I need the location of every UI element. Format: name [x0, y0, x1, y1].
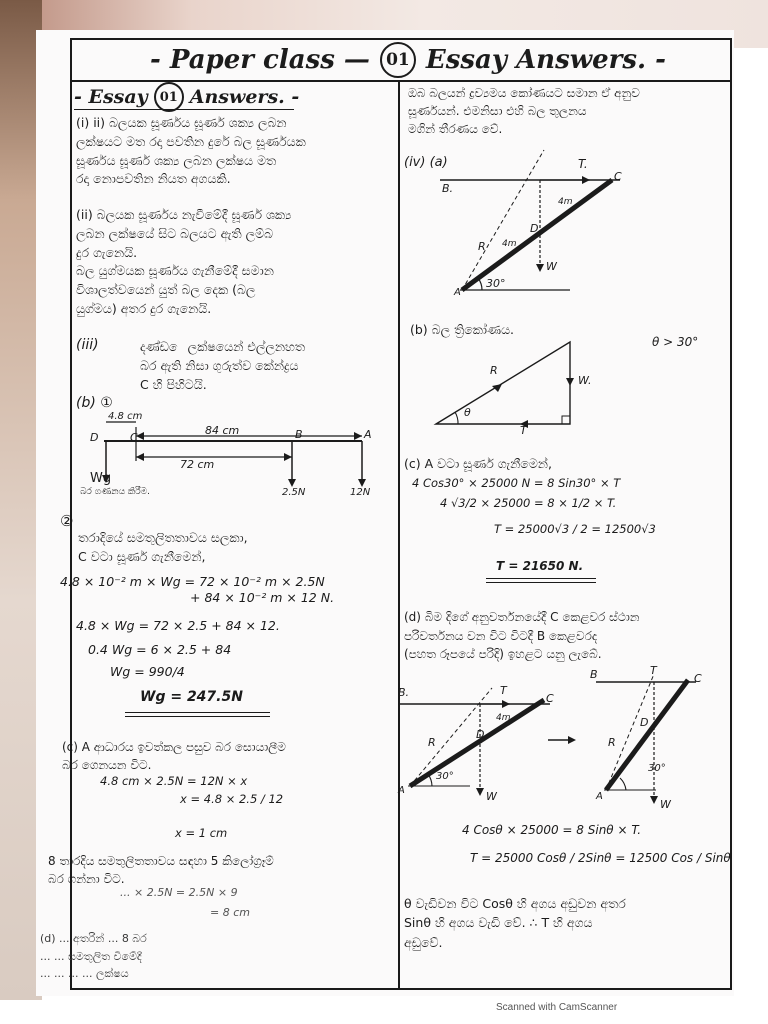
equation-2: 4.8 × Wg = 72 × 2.5 + 84 × 12. — [76, 618, 280, 633]
d1-t-arrowhead — [502, 700, 510, 708]
dim-84-arrow-right — [354, 432, 362, 440]
diagram-a-W: W — [546, 260, 557, 273]
diagram-a-4m-upper: 4m — [558, 197, 573, 207]
d2-angle: 30° — [648, 763, 666, 774]
tension-t-arrowhead — [582, 176, 590, 184]
equation-3: 0.4 Wg = 6 × 2.5 + 84 — [88, 642, 232, 657]
transition-arrow — [548, 734, 578, 746]
part-b-label: (b) ① — [76, 395, 113, 411]
column-divider — [398, 80, 400, 990]
ladder-diagram-d1 — [400, 686, 570, 806]
triangle-outline — [436, 342, 570, 424]
answer-iii: දණ්ඩ ෙ ලක්ෂයෙන් එල්ලනහත බර ඇති නිසා ගුරුත්ව කේන්ද්‍රය C හි පිහිටයි. — [140, 339, 306, 392]
final-eq2: T = 25000 Cosθ / 2Sinθ = 12500 Cos / Sinθ — [470, 851, 731, 865]
d1-T: T — [500, 684, 507, 697]
part-c-eq1: 4.8 cm × 2.5N = 12N × x — [100, 774, 248, 788]
force-2-5N: 2.5N — [282, 487, 306, 498]
step-2-label: ② — [60, 512, 74, 530]
theta-condition: θ > 30° — [652, 335, 699, 349]
d1-R: R — [428, 736, 436, 749]
d1-D: D — [476, 728, 485, 741]
part-c-moments: (c) A වටා සූර්ණ ගැනීමෙන්, — [404, 456, 552, 471]
tension-answer: T = 21650 N. — [496, 559, 584, 573]
part-d-eq1: ... × 2.5N = 2.5N × 9 — [120, 886, 238, 899]
d2-B: B — [590, 668, 598, 681]
essay-heading-prefix: - Essay — [74, 86, 148, 108]
moments-eq3: T = 25000√3 / 2 = 12500√3 — [494, 522, 656, 536]
diagram-a-D: D — [530, 222, 539, 235]
equation-4: Wg = 990/4 — [110, 664, 185, 679]
right-angle-mark — [562, 416, 570, 424]
equation-1a: 4.8 × 10⁻² m × Wg = 72 × 10⁻² m × 2.5N — [60, 574, 325, 589]
moments-eq1: 4 Cos30° × 25000 N = 8 Sin30° × T — [412, 476, 621, 490]
answer-wg-underline-2 — [125, 716, 270, 717]
triangle-theta-arc — [455, 412, 458, 424]
part-c-text: (c) A ආධාරය ඉවත්කල පසුව බර සොයාලීම බර ගෙනයන විට. — [62, 740, 286, 772]
point-A: A — [364, 428, 372, 441]
reaction-r-line — [462, 150, 544, 290]
d1-W: W — [486, 790, 497, 803]
d1-angle: 30° — [436, 771, 454, 782]
dim-72-label: 72 cm — [180, 458, 215, 471]
triangle-R: R — [490, 364, 498, 377]
part-e-text: (d) ... අතරින් ... 8 බර ... ... සමතුලිත වීමේදී ... ... ... ... ලක්ෂය — [40, 932, 147, 981]
part-b-force-triangle: (b) බල ත්‍රිකෝණය. — [410, 322, 515, 337]
diagram-a-A: A — [454, 287, 461, 298]
diagram-a-4m-lower: 4m — [502, 239, 517, 249]
right-top-text: ඔබ බලයන් ද්‍රව්‍යමය කෝණයට සමාන ඒ අනුව සූර්ණයන්. එමනිසා එහි බල තුලනය මගින් තීරණය වේ. — [408, 86, 640, 136]
tension-underline-1 — [486, 578, 596, 579]
triangle-theta: θ — [464, 406, 471, 419]
weight-w-arrowhead — [536, 264, 544, 272]
page-title — [150, 42, 710, 78]
essay-heading-number: 01 — [154, 82, 184, 112]
title-left: - Paper class — — [150, 45, 370, 75]
diagram-a-T: T. — [578, 157, 588, 171]
point-D: D — [90, 431, 99, 444]
dim-48-label: 4.8 cm — [108, 411, 143, 422]
part-d-text: 8 තාරදිය සමතුලිතතාවය සඳහා 5 කිලෝග්‍රෑම් බර ගන්නා විට. — [48, 854, 274, 886]
d2-w-arrowhead — [650, 796, 658, 804]
triangle-T: T — [520, 424, 527, 437]
point-B: B — [295, 428, 303, 441]
point-C: C — [130, 431, 138, 444]
scanner-watermark: Scanned with CamScanner — [496, 1002, 618, 1013]
wg-note: බර ගණනය කිරීම. — [80, 487, 150, 497]
diagram-a-B: B. — [442, 182, 454, 195]
triangle-w-arrowhead — [566, 378, 574, 386]
part-c-eq3: x = 1 cm — [175, 826, 228, 840]
step-2-text: තරාදියේ සමතුලිතතාවය සලකා, C වටා සූර්ණ ගැනීමෙන්, — [78, 530, 248, 565]
triangle-W: W. — [578, 374, 592, 387]
d2-ladder — [606, 680, 688, 790]
title-number-circle: 01 — [380, 42, 416, 78]
answer-ii: (ii) බලයක සූර්ණය නැවීමේදී ඝූර්ණ ශක්‍ය ලබන ලක්ෂයේ සිට බලයට ඇති ලම්බ දුර ගැනෙයි. බල යුග්මයක සූර්ණය ගැනීමේදී සමාන විශාලත්වයෙන් යුත් බල දෙක (බල යුග්මය) අතර දුර ගැනෙයි. — [76, 207, 292, 316]
answer-wg-underline-1 — [125, 712, 270, 713]
answer-iii-label: (iii) — [76, 337, 99, 353]
d1-4m: 4m — [496, 713, 511, 723]
d2-D: D — [640, 716, 649, 729]
part-c-eq2: x = 4.8 × 2.5 / 12 — [180, 792, 284, 806]
final-eq1: 4 Cosθ × 25000 = 8 Sinθ × T. — [462, 823, 642, 837]
answer-wg: Wg = 247.5N — [140, 689, 243, 705]
part-iv-a-label: (iv) (a) — [404, 155, 448, 170]
diagram-a-R: R — [478, 240, 486, 253]
d1-w-arrowhead — [476, 788, 484, 796]
diagram-a-angle: 30° — [486, 277, 506, 290]
part-d-eq2: = 8 cm — [210, 906, 250, 919]
d1-B: B. — [398, 686, 410, 699]
essay-heading-underline — [74, 109, 294, 110]
d2-A: A — [596, 791, 603, 802]
answer-i: (i) ii) බලයක සූර්ණය ඝූර්ණ ශක්‍ය ලබන ලක්ෂයට මත රදා පවතින දුරේ බල සූර්ණයක සූර්ණය ඝූර්ණ ශක්‍ය ලබන ලක්ෂය මත රදා නොපවතින නියත අගයකි. — [76, 115, 306, 187]
wg-label: Wg — [90, 471, 112, 486]
d2-W: W — [660, 798, 671, 811]
moments-eq2: 4 √3/2 × 25000 = 8 × 1/2 × T. — [440, 496, 617, 510]
part-d-text-right: (d) බිම දිගේ අනුවර්තනයේදී C කෙළවර ස්ථාන පරිවර්තනය වන විට විටදී B කෙළවරද (පහත රූපයේ පරිදි) ඉහළට යනු ලැබේ. — [404, 610, 640, 662]
ladder-diagram-a — [440, 150, 680, 290]
diagram-a-C: C — [614, 170, 622, 183]
force-triangle — [436, 338, 586, 428]
d2-R: R — [608, 736, 616, 749]
equation-1b: + 84 × 10⁻² m × 12 N. — [190, 590, 335, 605]
d1-C: C — [546, 692, 554, 705]
dim-72-arrow-left — [136, 453, 144, 461]
force-12N: 12N — [350, 487, 371, 498]
tension-underline-2 — [486, 582, 596, 583]
essay-heading-suffix: Answers. - — [189, 86, 300, 108]
essay-heading — [74, 82, 299, 112]
final-conclusion: θ වැඩිවන විට Cosθ හි අගය අඩුවන අතර Sinθ හි අගය වැඩි වේ. ∴ T හි අගය අඩුවේ. — [404, 896, 626, 950]
d2-angle-arc — [620, 778, 626, 790]
d2-T: T — [650, 664, 657, 677]
title-right: Essay Answers. - — [425, 45, 666, 75]
dim-72-arrow-right — [284, 453, 292, 461]
dim-84-label: 84 cm — [205, 424, 240, 437]
d2-C: C — [694, 672, 702, 685]
d1-A: A — [398, 785, 405, 796]
